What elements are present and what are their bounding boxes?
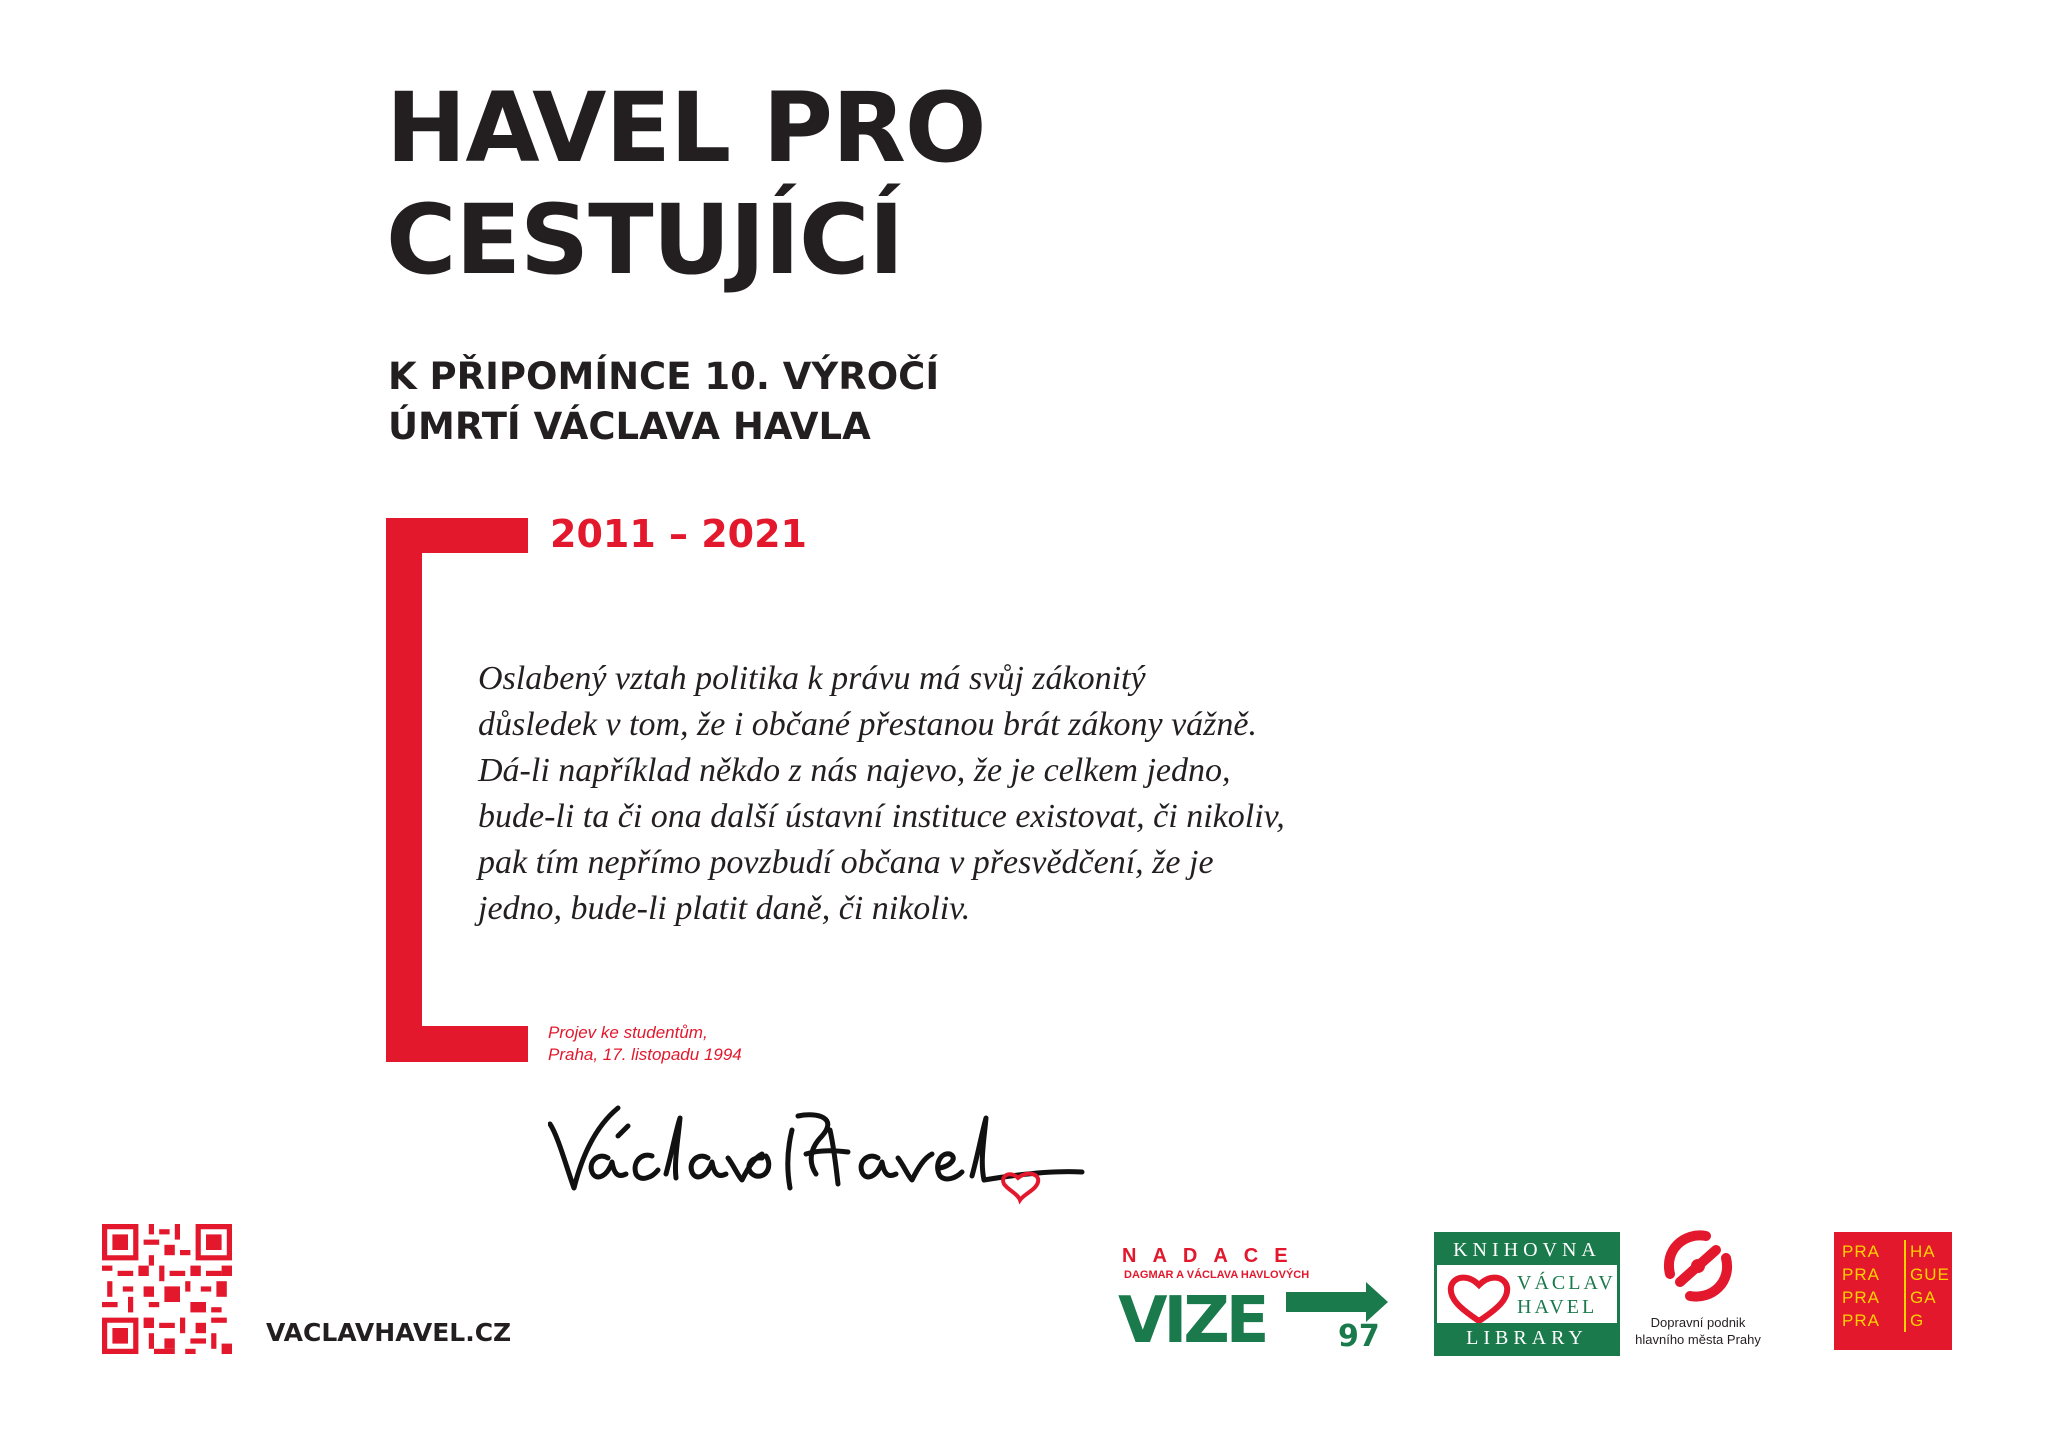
library-middle-label (1517, 1271, 1616, 1319)
praha-cell: PRA (1842, 1288, 1880, 1307)
prague-city-logo (1834, 1232, 1952, 1350)
vize-name-text: VIZE (1118, 1284, 1266, 1352)
quote-line: Dá-li například někdo z nás najevo, že je celkem jedno, (478, 752, 1231, 789)
library-middle-line: VÁCLAV (1517, 1272, 1616, 1294)
page-title (386, 72, 985, 296)
praha-cell: GA (1904, 1286, 1960, 1309)
source-line-2: Praha, 17. listopadu 1994 (548, 1045, 742, 1064)
praha-cell: G (1904, 1309, 1960, 1332)
website-link[interactable]: VACLAVHAVEL.CZ (266, 1318, 512, 1347)
subtitle-line-2: ÚMRTÍ VÁCLAVA HAVLA (388, 405, 871, 448)
library-middle-line: HAVEL (1517, 1296, 1598, 1318)
red-bracket-side (386, 518, 422, 1062)
vize-97-logo (1116, 1240, 1396, 1352)
quote-line: jedno, bude-li platit daně, či nikoliv. (478, 890, 971, 927)
quote-line: Oslabený vztah politika k právu má svůj zákonitý (478, 660, 1146, 697)
praha-cell: PRA (1842, 1311, 1880, 1330)
dpp-logo (1630, 1226, 1766, 1358)
qr-code[interactable] (102, 1224, 232, 1354)
quote-line: bude-li ta či ona další ústavní instituce existovat, či nikoliv, (478, 798, 1285, 835)
vize-top-text: NADACE (1122, 1245, 1304, 1267)
vize-sub-text: DAGMAR A VÁCLAVA HAVLOVÝCH (1124, 1269, 1310, 1281)
years-range: 2011 – 2021 (550, 512, 807, 556)
subtitle-line-1: K PŘIPOMÍNCE 10. VÝROČÍ (388, 355, 940, 398)
quote-source (548, 1022, 742, 1066)
praha-cell: PRA (1842, 1242, 1880, 1261)
library-bottom-label: LIBRARY (1437, 1323, 1617, 1353)
dpp-line: Dopravní podnik (1650, 1315, 1746, 1330)
vize-number-text: 97 (1338, 1319, 1380, 1352)
red-bracket-bottom (386, 1026, 528, 1062)
quote-line: pak tím nepřímo povzbudí občana v přesvědčení, že je (478, 844, 1214, 881)
title-line-1: HAVEL PRO (386, 72, 986, 184)
dpp-emblem-icon (1660, 1226, 1736, 1306)
source-line-1: Projev ke studentům, (548, 1023, 708, 1042)
vaclav-havel-library-logo (1434, 1232, 1620, 1356)
praha-cell: HA (1904, 1240, 1960, 1263)
havel-signature (548, 1096, 1088, 1208)
subtitle (388, 352, 939, 452)
praha-cell: GUE (1904, 1263, 1960, 1286)
quote-line: důsledek v tom, že i občané přestanou brát zákony vážně. (478, 706, 1257, 743)
library-top-label: KNIHOVNA (1437, 1235, 1617, 1265)
title-line-2: CESTUJÍCÍ (386, 184, 904, 296)
dpp-label (1630, 1314, 1766, 1348)
havel-quote (478, 656, 1398, 932)
heart-icon (1447, 1273, 1511, 1325)
praha-cell: PRA (1842, 1265, 1880, 1284)
dpp-line: hlavního města Prahy (1635, 1332, 1761, 1347)
